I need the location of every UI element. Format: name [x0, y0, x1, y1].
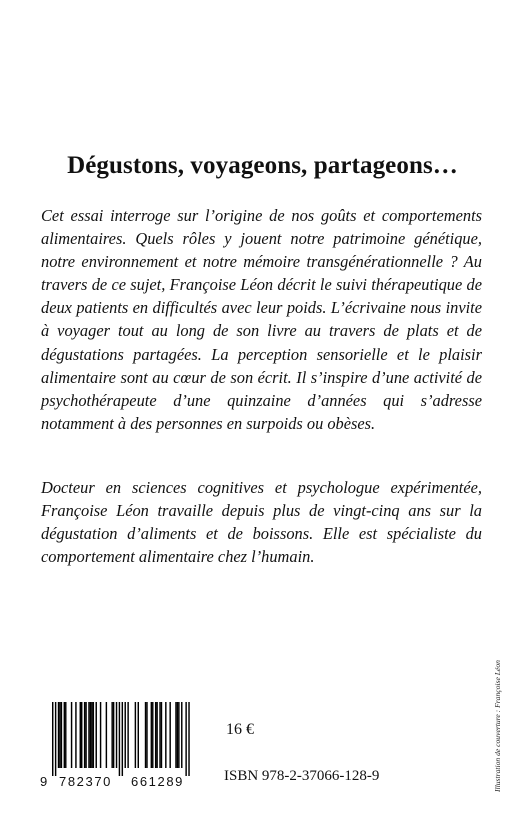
barcode-bar	[177, 702, 178, 768]
barcode-bar	[61, 702, 62, 768]
barcode-bar	[84, 702, 85, 768]
barcode-bar	[146, 702, 147, 768]
barcode-bar	[135, 702, 136, 768]
barcode-bar	[85, 702, 86, 768]
barcode-bar	[64, 702, 65, 768]
barcode-bar	[178, 702, 179, 768]
barcode-bar	[106, 702, 107, 768]
barcode-bar	[156, 702, 157, 768]
barcode-bar	[138, 702, 139, 768]
barcode-bar	[161, 702, 162, 768]
barcode-bar	[165, 702, 166, 768]
barcode-bar	[169, 702, 170, 768]
barcode-bar	[127, 702, 128, 768]
isbn-label: ISBN 978-2-37066-128-9	[224, 768, 380, 784]
author-bio-paragraph: Docteur en sciences cognitives et psychologue expérimentée, Françoise Léon travaille depuis plus de vingt-cinq ans sur la dégustation d’aliments et de boissons. Elle est spécialiste du comportement alimentaire chez l’humain.	[41, 478, 482, 567]
barcode-left-digits: 782370	[59, 774, 112, 789]
barcode-bar	[65, 702, 66, 768]
barcode-bar	[181, 702, 182, 768]
isbn-barcode	[40, 702, 203, 800]
barcode-bar	[188, 702, 189, 776]
barcode-bar	[113, 702, 114, 768]
barcode-bar	[58, 702, 59, 768]
book-title: Dégustons, voyageons, partageons…	[67, 152, 458, 179]
barcode-bar	[55, 702, 56, 776]
barcode-bar	[151, 702, 152, 768]
barcode-bar	[125, 702, 126, 768]
barcode-bar	[80, 702, 81, 768]
barcode-bar	[122, 702, 123, 776]
barcode-bar	[116, 702, 117, 768]
synopsis-paragraph: Cet essai interroge sur l’origine de nos goûts et comportements alimentaires. Quels rôles y jouent notre patrimoine génétique, notre environnement et notre mémoire transgénérationnelle ? Au travers de ce sujet, Françoise Léon décrit le suivi thérapeutique de deux patients en difficultés avec leur poids. L’écrivaine nous invite à voyager tout au long de son livre au travers de plats et de dégustations partagées. La perception sensorielle et le plaisir alimentaire sont au cœur de son écrit. Il s’inspire d’une activité de psychothérapeute d’une quinzaine d’années qui s’adresse notamment à des personnes en surpoids ou obèses.	[41, 206, 482, 433]
barcode-first-digit: 9	[40, 774, 48, 789]
barcode-bar	[81, 702, 82, 768]
barcode-bar	[119, 702, 120, 776]
barcode-bar	[52, 702, 53, 776]
barcode-bar	[90, 702, 91, 768]
barcode-bar	[159, 702, 160, 768]
barcode-bar	[88, 702, 89, 768]
cover-illustration-credit: Illustration de couverture : Françoise Léon	[493, 660, 502, 792]
barcode-bar	[96, 702, 97, 768]
barcode-bar	[71, 702, 72, 768]
barcode-bars	[40, 702, 203, 776]
price-label: 16 €	[226, 721, 254, 738]
barcode-bar	[100, 702, 101, 768]
barcode-bar	[111, 702, 112, 768]
barcode-bar	[185, 702, 186, 776]
barcode-bar	[175, 702, 176, 768]
barcode-bar	[155, 702, 156, 768]
barcode-right-digits: 661289	[131, 774, 184, 789]
barcode-bar	[145, 702, 146, 768]
barcode-bar	[59, 702, 60, 768]
barcode-bar	[152, 702, 153, 768]
barcode-bar	[91, 702, 92, 768]
barcode-bar	[93, 702, 94, 768]
barcode-bar	[75, 702, 76, 768]
